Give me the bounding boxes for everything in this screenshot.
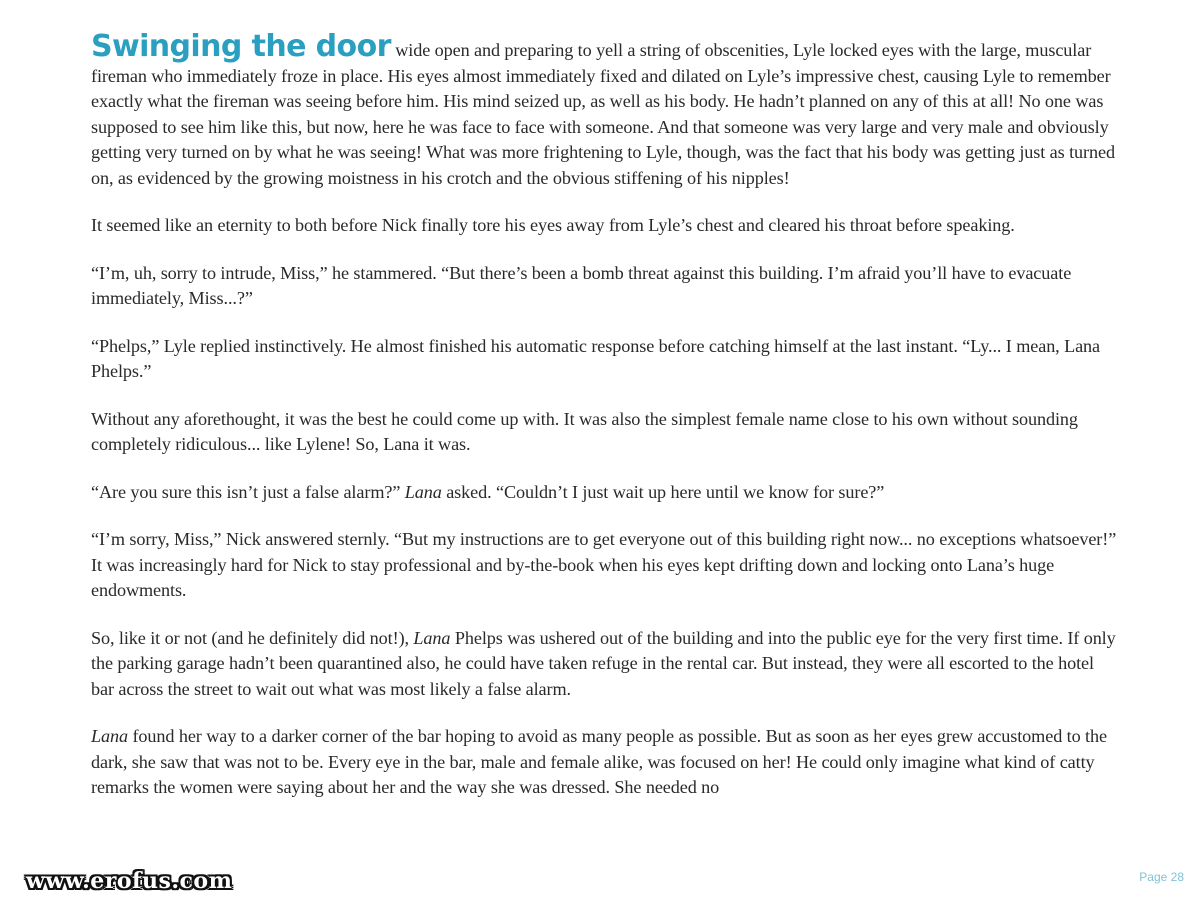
paragraph-2: It seemed like an eternity to both before Nick finally tore his eyes away from Lyle’s chest and cleared his throat before speaking. (91, 215, 1015, 235)
paragraph-7: “I’m sorry, Miss,” Nick answered sternly. “But my instructions are to get everyone out of this building right now... no exceptions whatsoever!” It was increasingly hard for Nick to stay professional and by-the-book when his eyes kept drifting down and locking onto Lana’s huge endowments. (91, 529, 1117, 600)
paragraph-9-italic: Lana (91, 726, 128, 746)
paragraph-3: “I’m, uh, sorry to intrude, Miss,” he stammered. “But there’s been a bomb threat against this building. I’m afraid you’ll have to evacuate immediately, Miss...?” (91, 262, 1072, 308)
paragraph-4: “Phelps,” Lyle replied instinctively. He almost finished his automatic response before catching himself at the last instant. “Ly... I mean, Lana Phelps.” (91, 335, 1101, 381)
lead-in-heading: Swinging the door (91, 29, 391, 64)
paragraph-9 (91, 724, 1121, 801)
site-watermark: www.erofus.com (26, 868, 233, 894)
paragraph-6-text-a: “Are you sure this isn’t just a false alarm?” (91, 481, 405, 502)
paragraph-6-text-b: asked. “Couldn’t I just wait up here until we know for sure?” (441, 481, 885, 502)
paragraph-8-text-a: So, like it or not (and he definitely did not!), (91, 627, 414, 648)
paragraph-1 (91, 29, 1121, 191)
story-text (91, 29, 1121, 823)
paragraph-6 (91, 480, 1121, 506)
paragraph-8 (91, 626, 1121, 703)
paragraph-1-text: wide open and preparing to yell a string of obscenities, Lyle locked eyes with the large, muscular fireman who immediately froze in place. His eyes almost immediately fixed and dilated on Lyle’s impressive chest, causing Lyle to remember exactly what the fireman was seeing before him. His mind seized up, as well as his body. He hadn’t planned on any of this at all! No one was supposed to see him like this, but now, here he was face to face with someone. And that someone was very large and very male and obviously getting very turned on by what he was seeing! What was more frightening to Lyle, though, was the fact that his body was getting just as turned on, as evidenced by the growing moistness in his crotch and the obvious stiffening of his nipples! (91, 40, 1115, 188)
paragraph-9-text: found her way to a darker corner of the bar hoping to avoid as many people as possible. But as soon as her eyes grew accustomed to the dark, she saw that was not to be. Every eye in the bar, male and female alike, was focused on her! He could only imagine what kind of catty remarks the women were saying about her and the way she was dressed. She needed no (91, 726, 1107, 797)
paragraph-6-italic: Lana (404, 481, 442, 502)
paragraph-5: Without any aforethought, it was the best he could come up with. It was also the simplest female name close to his own without sounding completely ridiculous... like Lylene! So, Lana it was. (91, 408, 1078, 454)
paragraph-8-italic: Lana (413, 627, 451, 648)
paragraph-8-text-b: Phelps was ushered out of the building and into the public eye for the very first time. If only the parking garage hadn’t been quarantined also, he could have taken refuge in the rental car. But instead, they were all escorted to the hotel bar across the street to wait out what was most likely a false alarm. (91, 627, 1116, 699)
page-number: Page 28 (1139, 870, 1184, 884)
